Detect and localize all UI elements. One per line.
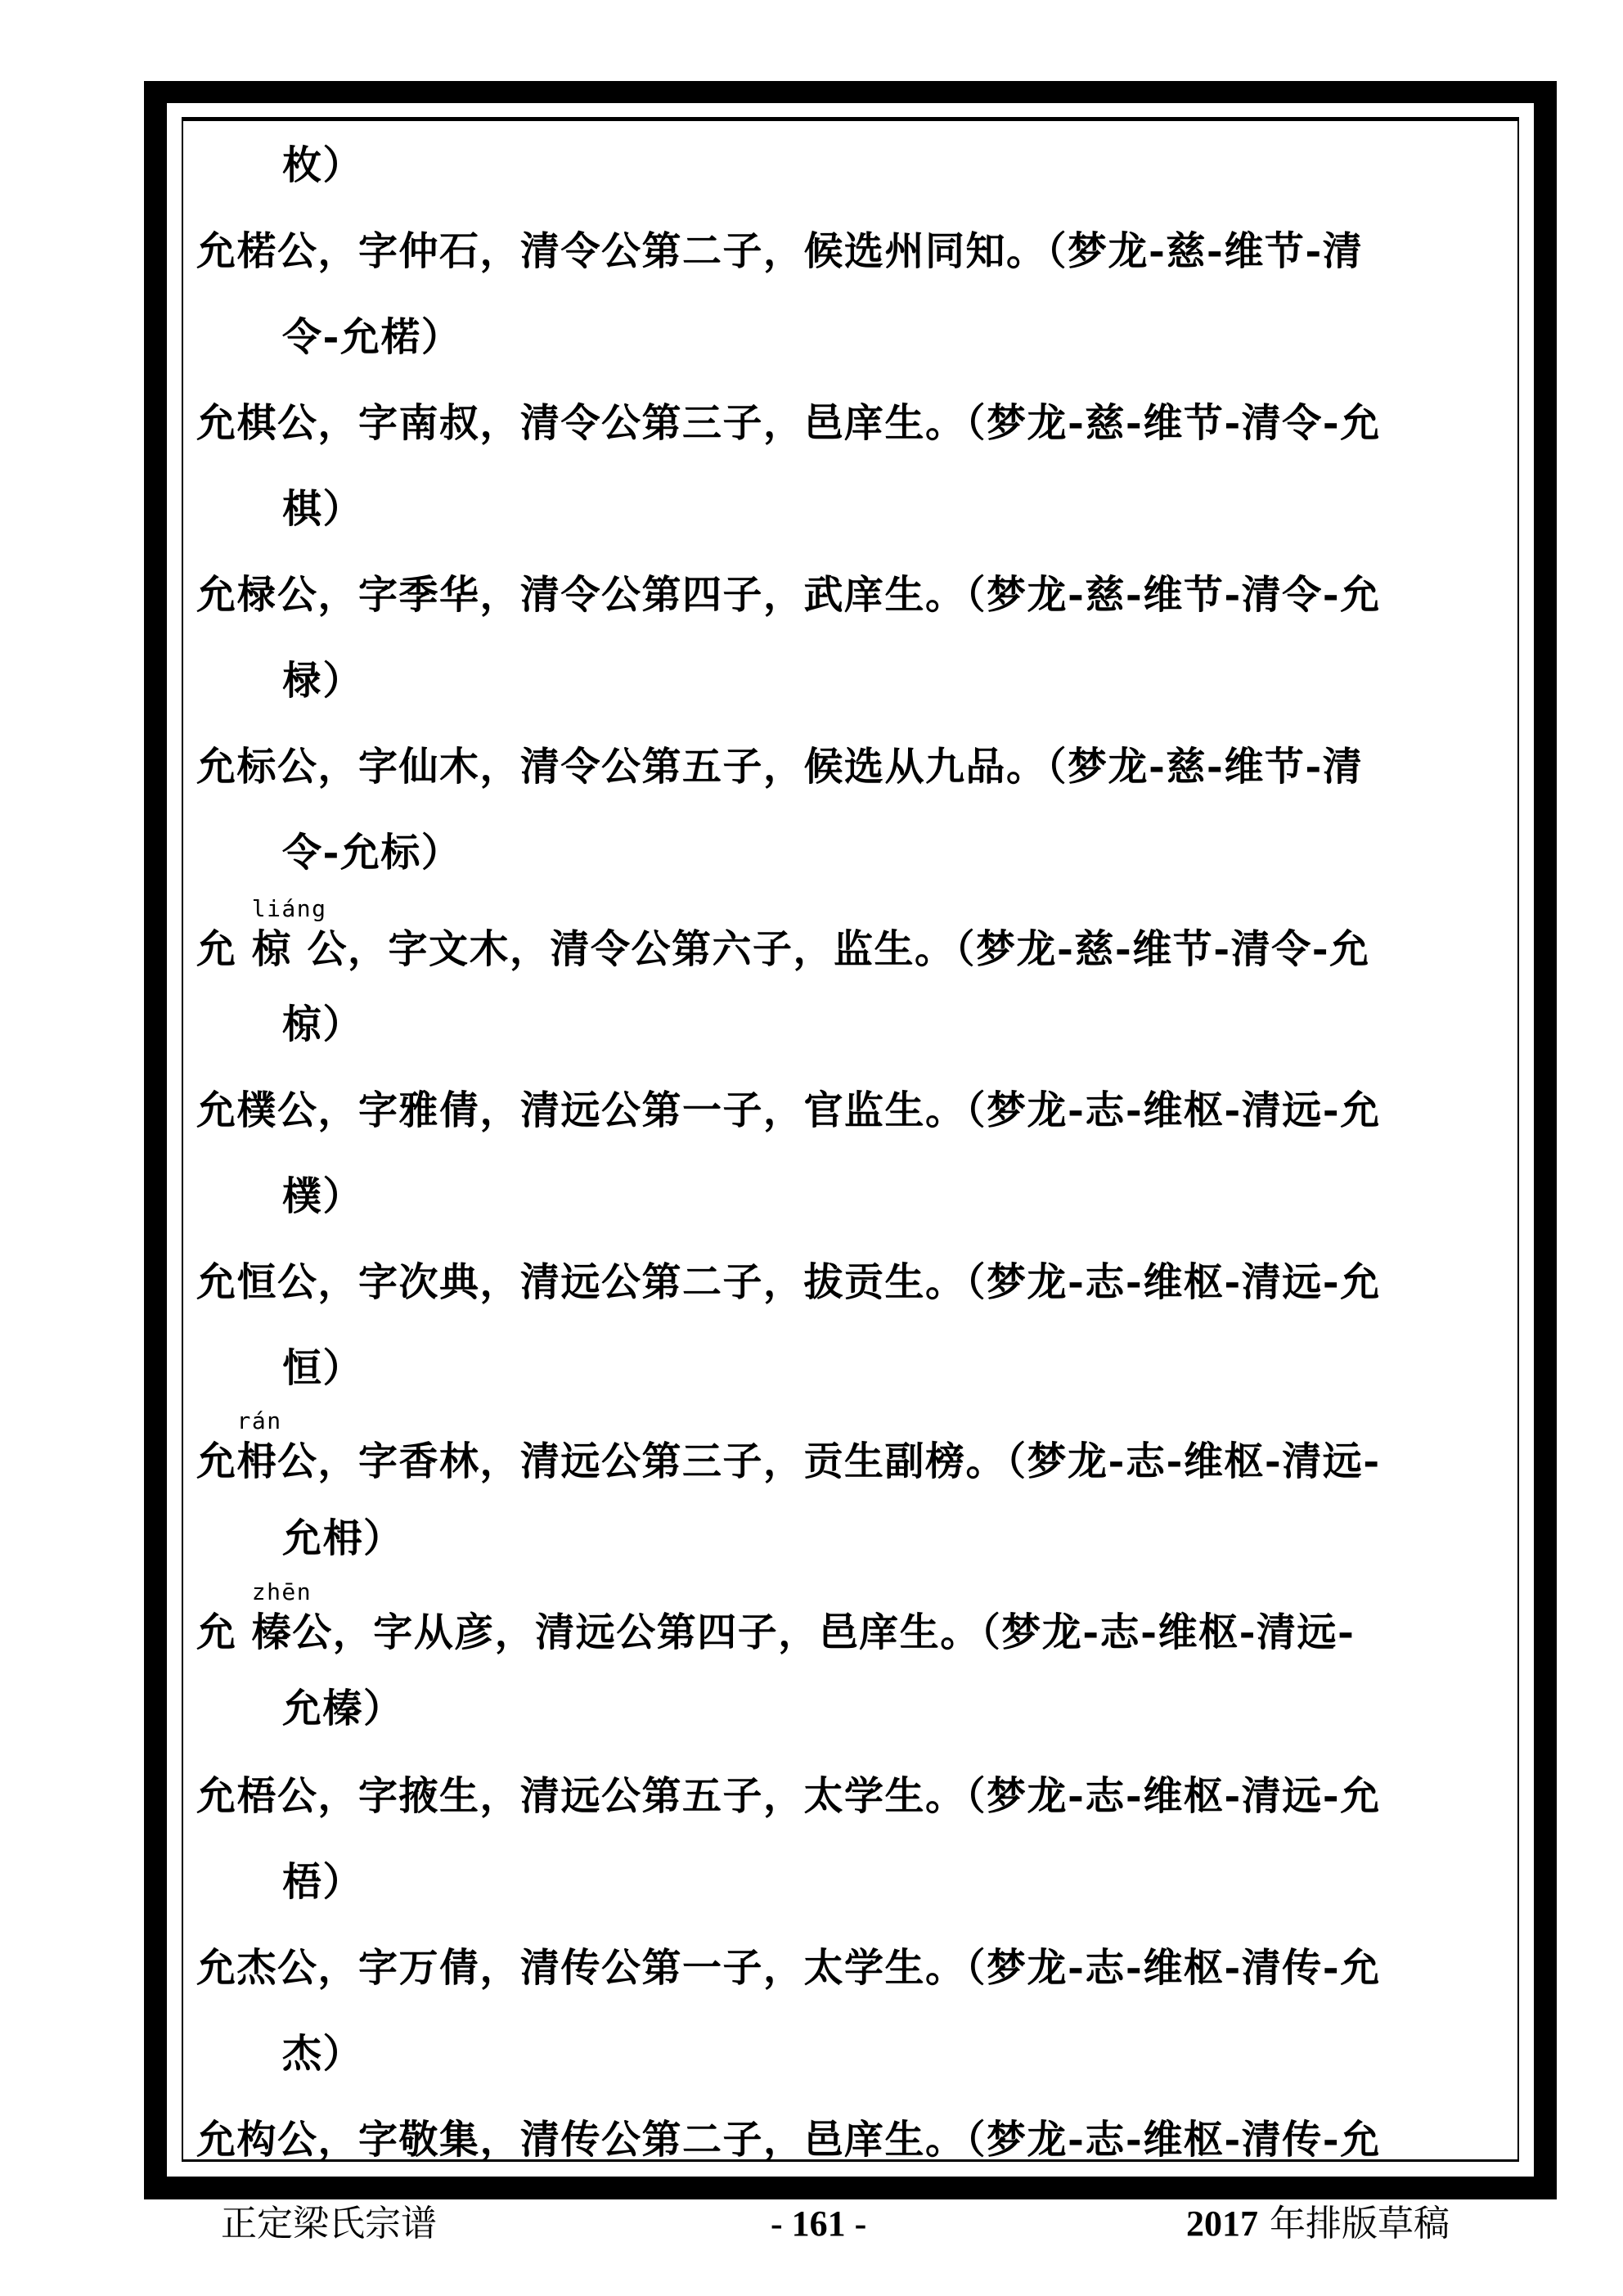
entry-continuation-line: 允枏） (282, 1515, 404, 1561)
entry-continuation-line: 令-允标） (282, 830, 462, 876)
entry-line: 允恒公，字次典，清远公第二子，拔贡生。（梦龙-志-维枢-清远-允 (196, 1259, 1381, 1305)
annotated-character (251, 1578, 312, 1657)
entry-continuation-line: 恒） (282, 1345, 364, 1391)
annotated-character (236, 1407, 282, 1486)
entry-line: 允标公，字仙木，清令公第五子，候选从九品。（梦龙-慈-维节-清 (196, 744, 1364, 790)
entry-name-prefix: 允 (196, 926, 252, 972)
rare-character: 椋 (251, 926, 293, 972)
entry-line: 允杰公，字万倩，清传公第一子，太学生。（梦龙-志-维枢-清传-允 (196, 1945, 1381, 1991)
entry-continuation-line: 梧） (282, 1859, 364, 1905)
footer-year: 2017 (1186, 2204, 1258, 2244)
entry-continuation-line: 棋） (282, 486, 364, 532)
entry-continuation-line: 令-允楉） (282, 314, 462, 360)
entry-text: 公，字从彦，清远公第四子，邑庠生。（梦龙-志-维枢-清远- (292, 1609, 1355, 1655)
footer-book-title: 正定梁氏宗谱 (221, 2203, 437, 2244)
rare-character: 枏 (236, 1438, 278, 1484)
entry-continuation-line: 椋） (282, 1002, 364, 1047)
pinyin-annotation: rán (236, 1407, 282, 1434)
entry-line: 允椂公，字季华，清令公第四子，武庠生。（梦龙-慈-维节-清令-允 (196, 572, 1381, 618)
entry-line: 允构公，字敬集，清传公第二子，邑庠生。（梦龙-志-维枢-清传-允 (196, 2117, 1381, 2163)
entry-line (196, 1578, 1355, 1657)
entry-name-prefix: 允 (196, 1609, 252, 1655)
rare-character: 榛 (251, 1609, 293, 1655)
pinyin-annotation: zhēn (251, 1578, 312, 1605)
pinyin-annotation: liáng (251, 895, 327, 922)
entry-continuation-line: 允榛） (282, 1686, 404, 1731)
entry-line: 允棋公，字南叔，清令公第三子，邑庠生。（梦龙-慈-维节-清令-允 (196, 400, 1381, 446)
entry-continuation-line: 杰） (282, 2031, 364, 2077)
entry-name-prefix: 允 (196, 1438, 237, 1484)
entry-line: 允楉公，字仲石，清令公第二子，候选州同知。（梦龙-慈-维节-清 (196, 228, 1364, 274)
entry-text: 公，字香林，清远公第三子，贡生副榜。（梦龙-志-维枢-清远- (277, 1438, 1381, 1484)
entry-continuation-line: 樸） (282, 1173, 364, 1219)
entry-text: 公，字文木，清令公第六子，监生。（梦龙-慈-维节-清令-允 (307, 926, 1370, 972)
footer-draft-label: 年排版草稿 (1270, 2203, 1450, 2244)
footer-page-number: - 161 - (771, 2204, 867, 2244)
annotated-character (251, 895, 327, 974)
entry-continuation-line: 枚） (282, 142, 364, 188)
entry-line: 允梧公，字掖生，清远公第五子，太学生。（梦龙-志-维枢-清远-允 (196, 1773, 1381, 1819)
entry-line: 允樸公，字雅倩，清远公第一子，官监生。（梦龙-志-维枢-清远-允 (196, 1087, 1381, 1133)
entry-line (196, 895, 1370, 974)
entry-continuation-line: 椂） (282, 658, 364, 704)
entry-line (196, 1407, 1381, 1486)
footer-draft-note (1186, 2201, 1450, 2247)
